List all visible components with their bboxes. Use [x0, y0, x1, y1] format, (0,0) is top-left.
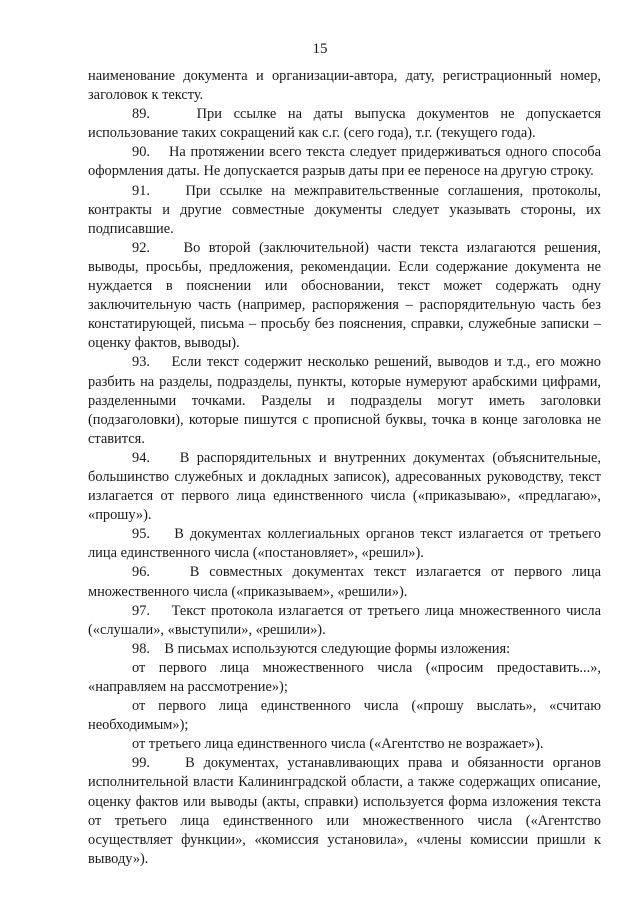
paragraph-89: 89. При ссылке на даты выпуска документов не допускается использование таких сокращений как с.г. (сего года), т.г. (текущего года). [88, 106, 601, 142]
paragraph-continuation: наименование документа и организации-автора, дату, регистрационный номер, заголовок к тексту. [88, 68, 601, 104]
paragraph-99: 99. В документах, устанавливающих права и обязанности органов исполнительной власти Калининградской области, а также содержащих описание, оценку фактов или выводы (акты, справки) используется форма изложения текста от третьего лица единственного или множественного числа («Агентство осуществляет функции», «комиссия установила», «члены комиссии пришли к выводу»). [88, 755, 601, 867]
paragraph-92: 92. Во второй (заключительной) части текста излагаются решения, выводы, просьбы, предложения, рекомендации. Если содержание документа не нуждается в пояснении или обосновании, текст может содержать одну заключительную часть (например, распоряжения – распорядительную часть без констатирующей, письма – просьбу без пояснения, справки, служебные записки – оценку фактов, выводы). [88, 239, 601, 352]
paragraph-98-form-3: от третьего лица единственного числа («Агентство не возражает»). [132, 736, 544, 753]
paragraph-90: 90. На протяжении всего текста следует придерживаться одного способа оформления даты. Не допускается разрыв даты при ее переносе на другую строку. [88, 144, 601, 180]
paragraph-97: 97. Текст протокола излагается от третьего лица множественного числа («слушали», «выступили», «решили»). [88, 602, 601, 638]
paragraph-98: 98. В письмах используются следующие формы изложения: [132, 640, 511, 657]
paragraph-91: 91. При ссылке на межправительственные соглашения, протоколы, контракты и другие совместные документы следует указывать стороны, их подписавшие. [88, 182, 601, 237]
paragraph-98-form-2: от первого лица единственного числа («прошу выслать», «считаю необходимым»); [88, 698, 601, 734]
paragraph-94: 94. В распорядительных и внутренних документах (объяснительные, большинство служебных и докладных записок), адресованных руководству, текст излагается от первого лица единственного числа («приказываю», «предлагаю», «прошу»). [88, 449, 601, 524]
page-number: 15 [312, 41, 328, 57]
paragraph-98-form-1: от первого лица множественного числа («просим предоставить...», «направляем на рассмотрение»); [88, 659, 601, 695]
paragraph-93: 93. Если текст содержит несколько решений, выводов и т.д., его можно разбить на разделы, подразделы, пункты, которые нумеруют арабскими цифрами, разделенными точками. Разделы и подразделы могут иметь заголовки (подзаголовки), которые пишутся с прописной буквы, точка в конце заголовка не ставится. [88, 354, 601, 447]
paragraph-95: 95. В документах коллегиальных органов текст излагается от третьего лица единственного числа («постановляет», «решил»). [88, 526, 601, 562]
paragraph-96: 96. В совместных документах текст излагается от первого лица множественного числа («приказываем», «решили»). [88, 564, 601, 600]
document-body [88, 67, 601, 869]
